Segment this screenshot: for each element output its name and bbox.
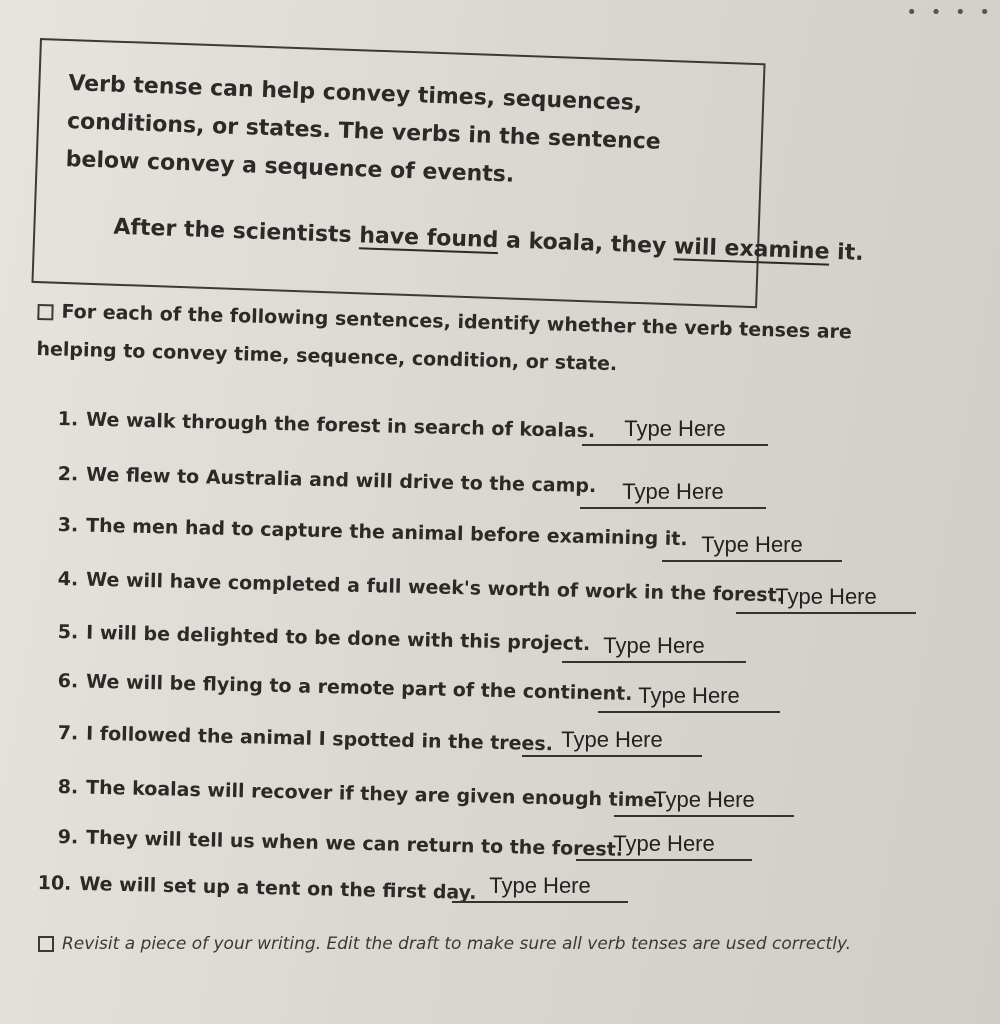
example-part-1: After the scientists <box>113 214 360 249</box>
question-number: 6. <box>57 670 79 693</box>
question-number: 8. <box>57 776 79 799</box>
answer-field-4[interactable]: Type Here <box>736 584 916 614</box>
question-number: 2. <box>57 463 79 486</box>
question-number: 5. <box>57 621 79 644</box>
answer-field-1[interactable]: Type Here <box>582 416 768 446</box>
intro-text: Verb tense can help convey times, sequences, conditions, or states. The verbs in the sentence below convey a sequence of events. <box>65 71 662 188</box>
question-text: The men had to capture the animal before examining it. <box>85 514 688 551</box>
question-8 <box>58 776 665 812</box>
question-number: 4. <box>57 568 79 591</box>
answer-field-8[interactable]: Type Here <box>614 787 794 817</box>
question-text: We walk through the forest in search of koalas. <box>85 408 596 443</box>
question-10 <box>38 872 477 904</box>
intro-box <box>31 38 864 308</box>
answer-field-3[interactable]: Type Here <box>662 532 842 562</box>
question-1 <box>58 408 596 442</box>
question-text: We will be flying to a remote part of the continent. <box>85 670 633 706</box>
example-verb-2: will examine <box>673 234 830 265</box>
question-number: 9. <box>57 826 79 849</box>
question-5 <box>58 621 591 655</box>
revisit-note <box>38 930 918 958</box>
question-6 <box>58 670 633 705</box>
question-text: We will have completed a full week's worth of work in the forest. <box>85 568 785 607</box>
answer-field-6[interactable]: Type Here <box>598 683 780 713</box>
example-sentence <box>113 215 864 266</box>
question-text: We will set up a tent on the first day. <box>79 872 477 904</box>
question-number: 1. <box>57 408 79 431</box>
answer-field-9[interactable]: Type Here <box>576 831 752 861</box>
answer-field-7[interactable]: Type Here <box>522 727 702 757</box>
instruction-text: For each of the following sentences, identify whether the verb tenses are helping to convey time, sequence, condition, or state. <box>36 300 853 376</box>
question-2 <box>58 463 597 497</box>
example-part-2: a koala, they <box>497 228 675 260</box>
corner-marks: • • • • <box>906 2 994 23</box>
question-number: 3. <box>57 514 79 537</box>
answer-field-5[interactable]: Type Here <box>562 633 746 663</box>
question-text: The koalas will recover if they are given enough time. <box>85 776 665 812</box>
example-verb-1: have found <box>358 223 499 254</box>
question-text: I followed the animal I spotted in the trees. <box>85 722 554 756</box>
question-text: They will tell us when we can return to the forest. <box>85 826 624 861</box>
checkbox-icon <box>38 936 54 952</box>
checkbox-icon <box>37 303 53 319</box>
question-7 <box>58 722 554 755</box>
example-part-3: it. <box>829 239 864 266</box>
question-text: I will be delighted to be done with this project. <box>85 621 591 656</box>
question-text: We flew to Australia and will drive to the camp. <box>85 463 597 498</box>
question-9 <box>58 826 624 861</box>
answer-field-10[interactable]: Type Here <box>452 873 628 903</box>
revisit-text: Revisit a piece of your writing. Edit the draft to make sure all verb tenses are used correctly. <box>62 934 852 954</box>
question-3 <box>58 514 688 550</box>
question-number: 10. <box>37 872 72 895</box>
instruction <box>36 292 938 392</box>
question-number: 7. <box>57 722 79 745</box>
answer-field-2[interactable]: Type Here <box>580 479 766 509</box>
question-4 <box>58 568 785 606</box>
